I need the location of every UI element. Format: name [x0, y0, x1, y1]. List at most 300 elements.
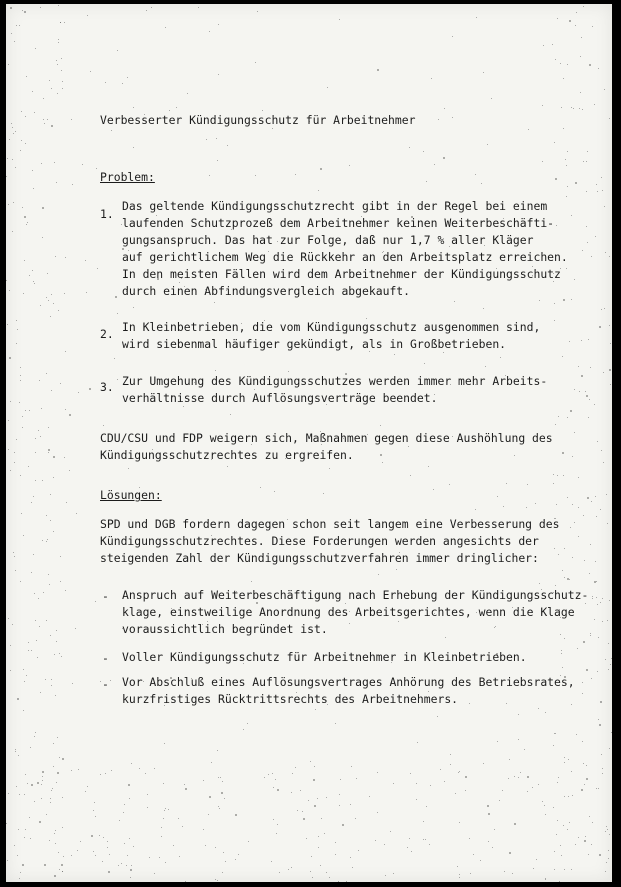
noise-speck	[411, 851, 412, 852]
noise-speck	[459, 874, 460, 875]
noise-speck	[93, 810, 94, 811]
noise-speck	[168, 809, 169, 810]
noise-speck	[339, 805, 340, 806]
noise-speck	[14, 845, 15, 846]
noise-speck	[586, 765, 587, 766]
noise-speck	[23, 535, 24, 536]
noise-speck	[56, 60, 57, 61]
noise-speck	[609, 600, 610, 601]
noise-speck	[51, 390, 52, 391]
noise-speck	[567, 417, 568, 418]
noise-speck	[601, 450, 602, 451]
noise-speck	[485, 366, 486, 367]
noise-speck	[93, 851, 94, 852]
noise-speck	[28, 642, 29, 643]
noise-speck	[163, 818, 164, 819]
noise-speck	[561, 855, 562, 856]
noise-speck	[14, 452, 15, 453]
noise-speck	[352, 867, 353, 868]
noise-speck	[87, 15, 88, 16]
noise-speck	[276, 833, 277, 834]
noise-speck	[23, 293, 24, 294]
noise-speck	[349, 165, 350, 166]
noise-speck	[568, 796, 569, 797]
noise-speck	[598, 788, 599, 789]
noise-speck	[556, 504, 557, 505]
noise-speck	[584, 560, 585, 561]
noise-speck	[96, 168, 97, 169]
noise-speck	[100, 774, 101, 775]
problem-1-text	[122, 198, 582, 300]
noise-speck	[566, 196, 567, 197]
noise-speck	[291, 867, 292, 868]
noise-speck	[271, 861, 272, 862]
noise-speck	[62, 88, 63, 89]
noise-speck	[518, 714, 519, 715]
noise-speck	[558, 416, 559, 417]
noise-speck	[130, 877, 131, 878]
noise-speck	[105, 82, 106, 83]
noise-speck	[48, 300, 49, 301]
noise-speck	[9, 290, 10, 291]
noise-speck	[545, 712, 546, 713]
noise-speck	[12, 127, 13, 128]
noise-speck	[583, 763, 584, 764]
noise-speck	[572, 504, 573, 505]
noise-speck	[572, 795, 573, 796]
noise-speck	[110, 680, 111, 681]
noise-speck	[59, 653, 60, 654]
noise-speck	[26, 675, 27, 676]
noise-speck	[71, 855, 72, 856]
noise-speck	[198, 7, 199, 8]
noise-speck	[592, 598, 593, 599]
noise-speck	[42, 780, 43, 781]
noise-speck	[573, 108, 574, 109]
noise-speck	[48, 427, 49, 428]
noise-speck	[509, 852, 511, 854]
noise-speck	[607, 523, 608, 524]
noise-speck	[53, 766, 54, 767]
noise-speck	[8, 64, 9, 65]
problem-2-number: 2.	[100, 327, 114, 341]
noise-speck	[41, 408, 42, 409]
noise-speck	[22, 207, 23, 208]
noise-speck	[37, 657, 38, 658]
noise-speck	[557, 820, 558, 821]
text-line: Zur Umgehung des Kündigungsschutzes werden immer mehr Arbeits-	[122, 374, 548, 388]
noise-speck	[589, 573, 590, 574]
noise-speck	[288, 869, 289, 870]
bullet-3-text	[122, 674, 582, 708]
noise-speck	[185, 881, 186, 882]
noise-speck	[56, 641, 57, 642]
noise-speck	[203, 780, 204, 781]
noise-speck	[38, 430, 39, 431]
noise-speck	[272, 773, 273, 774]
noise-speck	[22, 427, 23, 428]
noise-speck	[165, 27, 166, 28]
noise-speck	[117, 50, 118, 51]
noise-speck	[12, 159, 13, 160]
noise-speck	[95, 855, 96, 856]
noise-speck	[26, 76, 27, 77]
noise-speck	[351, 766, 352, 767]
noise-speck	[578, 477, 579, 478]
noise-speck	[508, 778, 509, 779]
noise-speck	[95, 601, 96, 602]
noise-speck	[161, 836, 162, 837]
noise-speck	[32, 270, 33, 271]
noise-speck	[11, 33, 12, 34]
noise-speck	[497, 496, 498, 497]
noise-speck	[587, 242, 588, 243]
noise-speck	[163, 783, 164, 784]
noise-speck	[217, 880, 218, 881]
noise-speck	[37, 782, 39, 784]
noise-speck	[473, 854, 474, 855]
noise-speck	[21, 140, 22, 141]
noise-speck	[492, 847, 493, 848]
noise-speck	[139, 768, 140, 769]
noise-speck	[25, 774, 26, 775]
noise-speck	[49, 840, 50, 841]
noise-speck	[292, 773, 293, 774]
noise-speck	[532, 787, 533, 788]
noise-speck	[596, 597, 597, 598]
noise-speck	[598, 719, 599, 720]
noise-speck	[60, 581, 61, 582]
noise-speck	[279, 872, 280, 873]
noise-speck	[38, 598, 39, 599]
noise-speck	[7, 860, 8, 861]
noise-speck	[483, 763, 484, 764]
noise-speck	[545, 879, 546, 880]
noise-speck	[377, 812, 378, 813]
noise-speck	[36, 640, 37, 641]
noise-speck	[535, 503, 536, 504]
noise-speck	[611, 658, 612, 659]
noise-speck	[19, 878, 20, 879]
noise-speck	[86, 292, 87, 293]
noise-speck	[340, 779, 341, 780]
noise-speck	[375, 840, 376, 841]
noise-speck	[557, 475, 558, 476]
noise-speck	[555, 59, 556, 60]
noise-speck	[459, 877, 460, 878]
noise-speck	[54, 833, 55, 834]
noise-speck	[6, 280, 7, 281]
noise-speck	[208, 814, 209, 815]
noise-speck	[217, 750, 218, 751]
noise-speck	[459, 771, 460, 772]
noise-speck	[33, 281, 34, 282]
noise-speck	[320, 865, 321, 866]
noise-speck	[6, 823, 7, 824]
noise-speck	[318, 190, 319, 191]
noise-speck	[565, 159, 566, 160]
noise-speck	[390, 831, 391, 832]
noise-speck	[583, 161, 584, 162]
noise-speck	[225, 861, 226, 862]
noise-speck	[33, 554, 34, 555]
noise-speck	[314, 805, 316, 807]
noise-speck	[594, 104, 595, 105]
noise-speck	[108, 871, 110, 873]
noise-speck	[62, 797, 63, 798]
noise-speck	[569, 579, 570, 580]
noise-speck	[22, 864, 24, 866]
noise-speck	[15, 167, 16, 168]
noise-speck	[80, 841, 81, 842]
noise-speck	[50, 635, 51, 636]
noise-speck	[107, 841, 108, 842]
noise-speck	[437, 716, 438, 717]
noise-speck	[553, 483, 554, 484]
noise-speck	[594, 404, 595, 405]
noise-speck	[585, 391, 586, 392]
noise-speck	[273, 787, 274, 788]
noise-speck	[563, 825, 564, 826]
noise-speck	[596, 581, 597, 582]
noise-speck	[539, 300, 540, 301]
noise-speck	[604, 89, 605, 90]
bullet-1-text	[122, 587, 589, 638]
noise-speck	[50, 520, 51, 521]
noise-speck	[50, 494, 51, 495]
noise-speck	[311, 856, 312, 857]
noise-speck	[275, 779, 276, 780]
noise-speck	[22, 10, 23, 11]
noise-speck	[255, 175, 256, 176]
noise-speck	[425, 839, 426, 840]
noise-speck	[566, 165, 567, 166]
noise-speck	[264, 777, 265, 778]
problem-heading: Problem:	[100, 170, 155, 184]
noise-speck	[556, 834, 557, 835]
noise-speck	[591, 501, 592, 502]
noise-speck	[300, 790, 301, 791]
noise-speck	[24, 216, 26, 218]
noise-speck	[450, 754, 451, 755]
noise-speck	[586, 395, 588, 397]
noise-speck	[329, 468, 330, 469]
noise-speck	[584, 784, 585, 785]
noise-speck	[78, 769, 79, 770]
noise-speck	[564, 762, 565, 763]
text-line: Vor Abschluß eines Auflösungsvertrages Anhörung des Betriebsrates,	[122, 675, 575, 689]
noise-speck	[111, 770, 112, 771]
noise-speck	[42, 237, 43, 238]
noise-speck	[369, 796, 370, 797]
noise-speck	[14, 462, 15, 463]
noise-speck	[291, 792, 292, 793]
noise-speck	[126, 865, 127, 866]
text-line: Anspruch auf Weiterbeschäftigung nach Erhebung der Kündigungsschutz-	[122, 588, 589, 602]
noise-speck	[13, 552, 14, 553]
noise-speck	[99, 835, 100, 836]
noise-speck	[20, 475, 21, 476]
noise-speck	[46, 297, 47, 298]
noise-speck	[30, 838, 31, 839]
noise-speck	[40, 692, 41, 693]
noise-speck	[431, 78, 432, 79]
noise-speck	[539, 583, 540, 584]
noise-speck	[151, 7, 152, 8]
noise-speck	[575, 844, 576, 845]
noise-speck	[16, 439, 17, 440]
noise-speck	[599, 854, 601, 856]
noise-speck	[58, 852, 59, 853]
noise-speck	[30, 747, 31, 748]
noise-speck	[161, 827, 162, 828]
noise-speck	[69, 414, 71, 416]
noise-speck	[43, 119, 44, 120]
noise-speck	[560, 845, 561, 846]
noise-speck	[545, 814, 546, 815]
noise-speck	[594, 619, 595, 620]
noise-speck	[339, 794, 340, 795]
noise-speck	[457, 866, 458, 867]
noise-speck	[592, 596, 593, 597]
noise-speck	[423, 151, 424, 152]
noise-speck	[227, 145, 228, 146]
noise-speck	[571, 771, 572, 772]
noise-speck	[610, 343, 611, 344]
noise-speck	[554, 851, 555, 852]
noise-speck	[582, 741, 583, 742]
noise-speck	[580, 56, 581, 57]
noise-speck	[588, 417, 589, 418]
noise-speck	[154, 768, 155, 769]
noise-speck	[53, 531, 54, 532]
noise-speck	[205, 845, 206, 846]
noise-speck	[561, 107, 562, 108]
noise-speck	[563, 78, 564, 79]
noise-speck	[10, 645, 11, 646]
noise-speck	[499, 800, 500, 801]
noise-speck	[53, 456, 55, 458]
noise-speck	[603, 462, 604, 463]
noise-speck	[24, 260, 25, 261]
noise-speck	[609, 256, 610, 257]
noise-speck	[608, 850, 609, 851]
noise-speck	[318, 836, 319, 837]
noise-speck	[527, 791, 528, 792]
noise-speck	[182, 826, 183, 827]
noise-speck	[444, 781, 445, 782]
noise-speck	[538, 708, 539, 709]
noise-speck	[55, 695, 56, 696]
noise-speck	[47, 119, 48, 120]
noise-speck	[564, 869, 565, 870]
noise-speck	[41, 798, 42, 799]
noise-speck	[483, 72, 484, 73]
noise-speck	[426, 181, 427, 182]
noise-speck	[350, 857, 351, 858]
noise-speck	[595, 236, 596, 237]
noise-speck	[16, 25, 17, 26]
noise-speck	[604, 206, 605, 207]
noise-speck	[303, 818, 305, 820]
noise-speck	[89, 388, 91, 390]
noise-speck	[6, 176, 7, 177]
text-line: Das geltende Kündigungsschutzrecht gibt in der Regel bei einem	[122, 199, 548, 213]
noise-speck	[600, 509, 601, 510]
noise-speck	[31, 650, 32, 651]
noise-speck	[356, 778, 357, 779]
noise-speck	[600, 701, 602, 703]
noise-speck	[488, 813, 490, 815]
noise-speck	[277, 789, 279, 791]
noise-speck	[21, 513, 22, 514]
noise-speck	[12, 231, 13, 232]
noise-speck	[53, 477, 54, 478]
noise-speck	[214, 302, 215, 303]
noise-speck	[124, 804, 125, 805]
noise-speck	[450, 764, 451, 765]
noise-speck	[133, 846, 134, 847]
noise-speck	[570, 410, 572, 412]
noise-speck	[452, 117, 453, 118]
noise-speck	[58, 5, 59, 6]
noise-speck	[218, 24, 219, 25]
noise-speck	[61, 58, 62, 59]
noise-speck	[553, 745, 554, 746]
noise-speck	[562, 570, 563, 571]
noise-speck	[591, 844, 592, 845]
noise-speck	[28, 650, 29, 651]
noise-speck	[16, 786, 17, 787]
noise-speck	[20, 375, 21, 376]
noise-speck	[54, 654, 55, 655]
noise-speck	[586, 191, 587, 192]
noise-speck	[543, 45, 544, 46]
noise-speck	[60, 383, 61, 384]
noise-speck	[598, 637, 599, 638]
noise-speck	[49, 584, 50, 585]
noise-speck	[85, 791, 86, 792]
noise-speck	[178, 818, 179, 819]
noise-speck	[355, 818, 356, 819]
noise-speck	[221, 792, 223, 794]
noise-speck	[87, 786, 88, 787]
noise-speck	[268, 774, 269, 775]
noise-speck	[22, 416, 23, 417]
bullet-3-marker: -	[102, 677, 109, 691]
noise-speck	[55, 830, 56, 831]
noise-speck	[608, 858, 609, 859]
noise-speck	[558, 777, 559, 778]
noise-speck	[34, 593, 35, 594]
noise-speck	[273, 819, 274, 820]
text-line: In Kleinbetrieben, die vom Kündigungsschutz ausgenommen sind,	[122, 320, 541, 334]
noise-speck	[475, 509, 476, 510]
noise-speck	[476, 17, 477, 18]
noise-speck	[11, 123, 12, 124]
noise-speck	[542, 161, 543, 162]
noise-speck	[542, 801, 543, 802]
noise-speck	[53, 743, 54, 744]
noise-speck	[604, 308, 605, 309]
noise-speck	[55, 843, 56, 844]
noise-speck	[475, 174, 476, 175]
noise-speck	[562, 356, 563, 357]
noise-speck	[555, 424, 556, 425]
noise-speck	[586, 669, 588, 671]
noise-speck	[56, 782, 57, 783]
noise-speck	[434, 164, 435, 165]
